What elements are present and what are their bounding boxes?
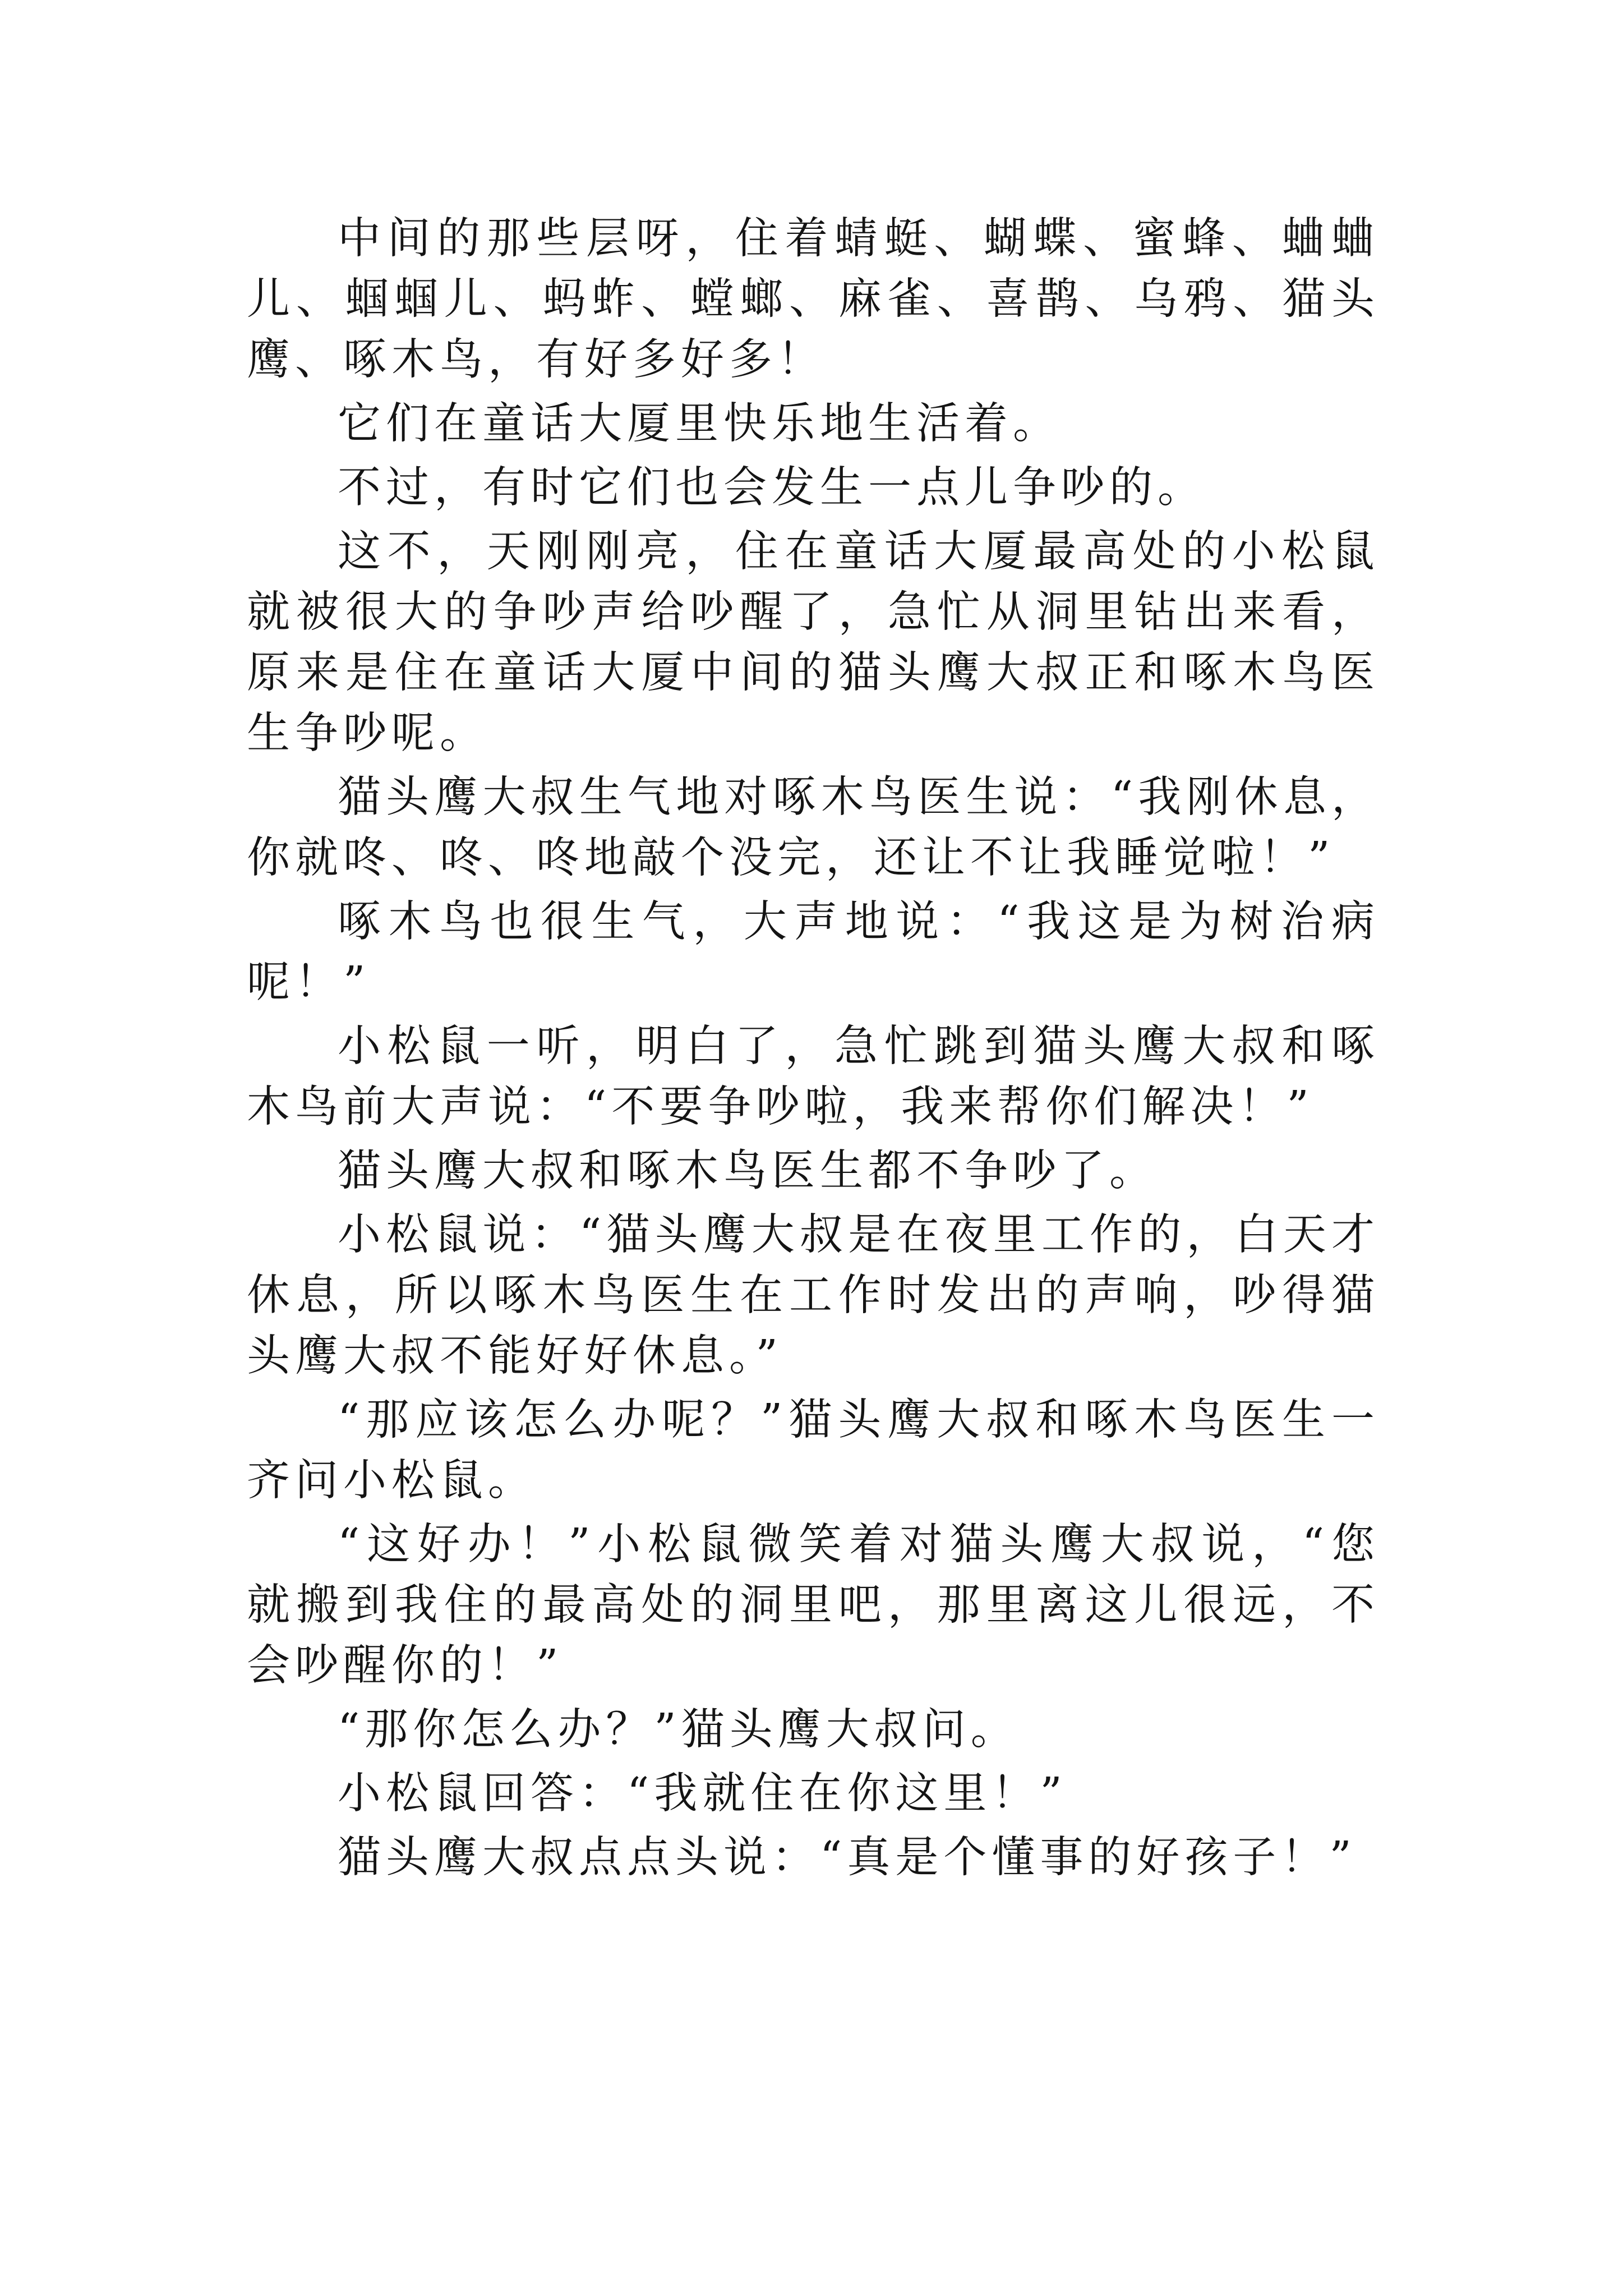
paragraph: 小松鼠说：“猫头鹰大叔是在夜里工作的，白天才休息，所以啄木鸟医生在工作时发出的声响，吵得猫头鹰大叔不能好好休息。” <box>247 1210 1380 1381</box>
paragraph: 小松鼠一听，明白了，急忙跳到猫头鹰大叔和啄木鸟前大声说：“不要争吵啦，我来帮你们解决！” <box>247 1022 1380 1132</box>
paragraph: 猫头鹰大叔点点头说：“真是个懂事的好孩子！” <box>338 1833 1357 1883</box>
paragraph: 中间的那些层呀，住着蜻蜓、蝴蝶、蜜蜂、蛐蛐儿、蝈蝈儿、蚂蚱、螳螂、麻雀、喜鹊、乌鸦、猫头鹰、啄木鸟，有好多好多！ <box>247 214 1380 385</box>
document-body <box>247 209 1380 1888</box>
paragraph: 不过，有时它们也会发生一点儿争吵的。 <box>338 463 1206 513</box>
paragraph: “这好办！”小松鼠微笑着对猫头鹰大叔说，“您就搬到我住的最高处的洞里吧，那里离这儿很远，不会吵醒你的！” <box>247 1520 1380 1691</box>
paragraph: 小松鼠回答：“我就住在你这里！” <box>338 1769 1067 1819</box>
paragraph: 猫头鹰大叔和啄木鸟医生都不争吵了。 <box>338 1146 1158 1196</box>
paragraph: 啄木鸟也很生气，大声地说：“我这是为树治病呢！” <box>247 897 1380 1007</box>
paragraph: 这不，天刚刚亮，住在童话大厦最高处的小松鼠就被很大的争吵声给吵醒了，急忙从洞里钻出来看，原来是住在童话大厦中间的猫头鹰大叔正和啄木鸟医生争吵呢。 <box>247 527 1380 758</box>
paragraph: 猫头鹰大叔生气地对啄木鸟医生说：“我刚休息，你就咚、咚、咚地敲个没完，还让不让我睡觉啦！” <box>247 772 1380 883</box>
paragraph: 它们在童话大厦里快乐地生活着。 <box>338 399 1061 449</box>
paragraph: “那应该怎么办呢？”猫头鹰大叔和啄木鸟医生一齐问小松鼠。 <box>247 1395 1380 1506</box>
paragraph: “那你怎么办？”猫头鹰大叔问。 <box>338 1705 1019 1755</box>
